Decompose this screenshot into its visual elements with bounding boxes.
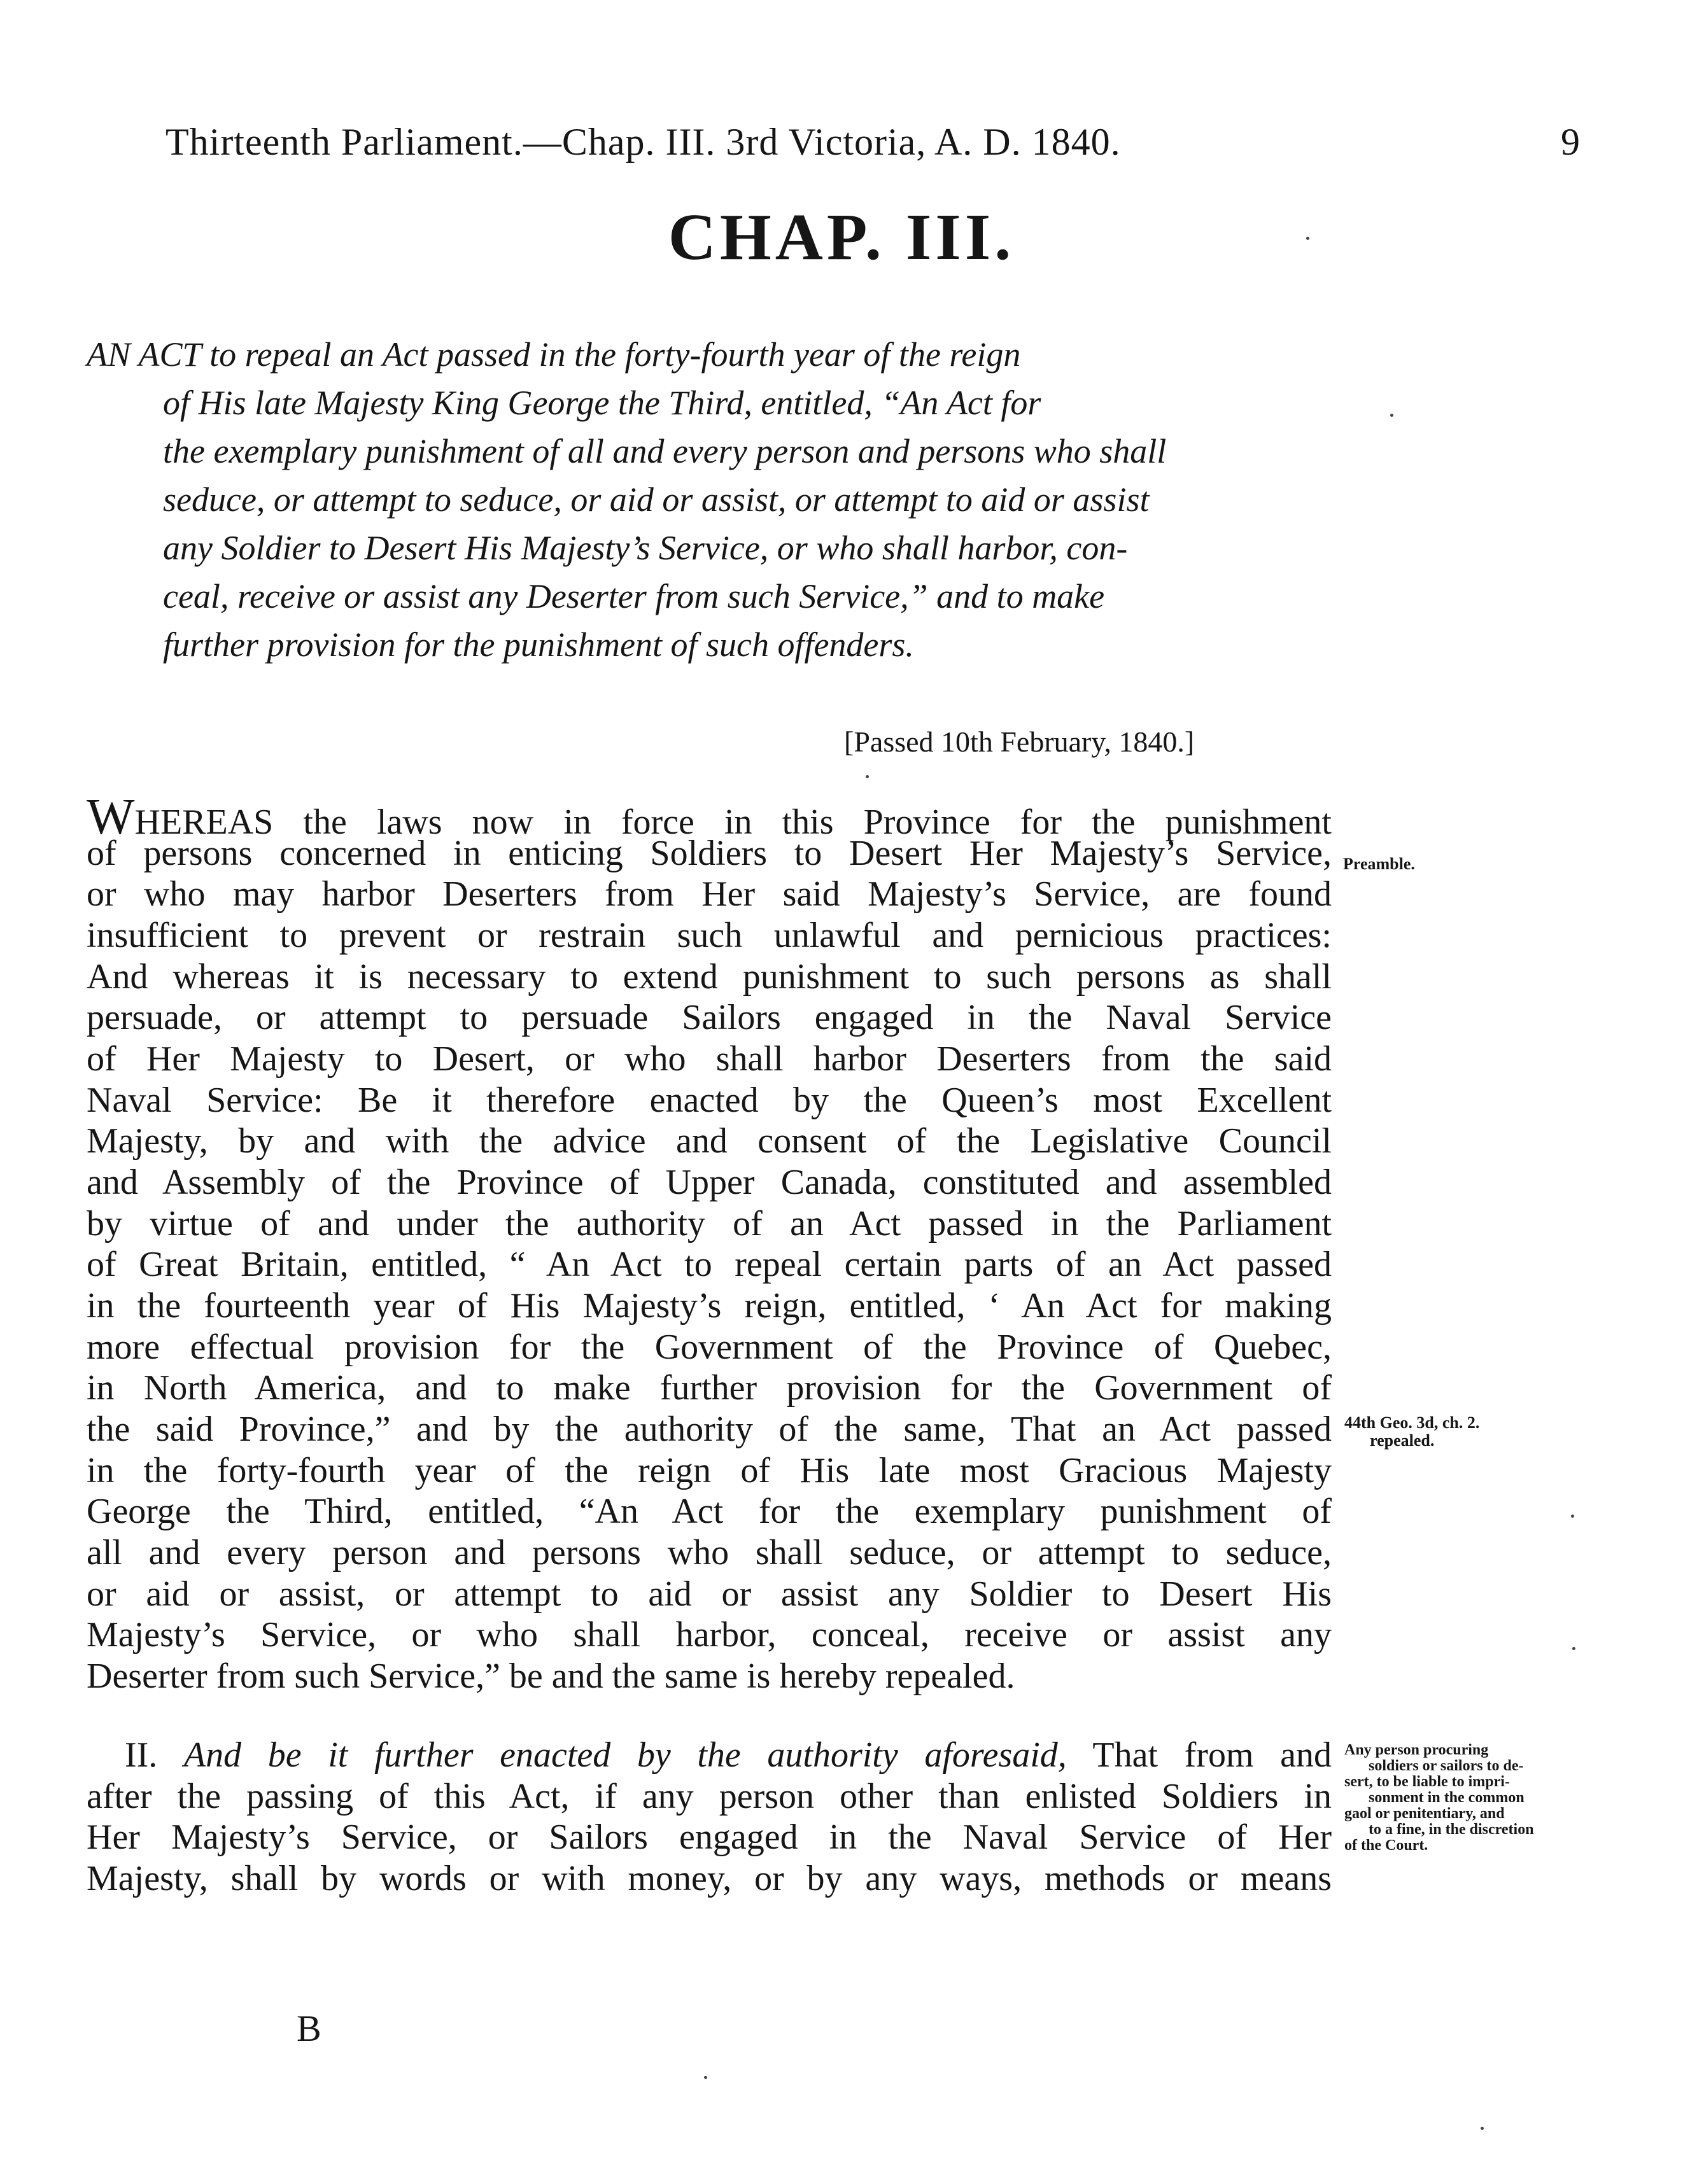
margin-note-penalty: gaol or penitentiary, and [1344, 1805, 1505, 1822]
section-1-line: in the forty-fourth year of the reign of His late most Gracious Majesty [87, 1451, 1332, 1490]
margin-note-penalty: sert, to be liable to impri- [1344, 1774, 1510, 1790]
section-1-line: in North America, and to make further provision for the Government of [87, 1368, 1332, 1408]
section-1-line: insufficient to prevent or restrain such unlawful and pernicious practices: [87, 916, 1332, 955]
section-1-line: And whereas it is necessary to extend punishment to such persons as shall [87, 957, 1332, 997]
section-2-line: II. And be it further enacted by the authority aforesaid, That from and [125, 1735, 1332, 1775]
section-1-line: of persons concerned in enticing Soldiers to Desert Her Majesty’s Service, [87, 834, 1332, 873]
section-1-line: of Great Britain, entitled, “ An Act to repeal certain parts of an Act passed [87, 1245, 1332, 1284]
section-number: II. [125, 1735, 158, 1775]
section-1-line: George the Third, entitled, “An Act for the exemplary punishment of [87, 1492, 1332, 1531]
section-1-line: by virtue of and under the authority of an Act passed in the Parliament [87, 1204, 1332, 1243]
margin-note-penalty: Any person procuring [1344, 1742, 1489, 1758]
section-2-line: after the passing of this Act, if any person other than enlisted Soldiers in [87, 1777, 1332, 1816]
section-1-line: all and every person and persons who shall seduce, or attempt to seduce, [87, 1533, 1332, 1572]
scan-speck [1571, 1515, 1574, 1518]
section-1-line: WHEREAS the laws now in force in this Province for the punishment [87, 789, 1332, 845]
section-1-line: Majesty, by and with the advice and consent of the Legislative Council [87, 1121, 1332, 1161]
section-2-line: Majesty, shall by words or with money, or by any ways, methods or means [87, 1859, 1332, 1898]
section-1-line: and Assembly of the Province of Upper Canada, constituted and assembled [87, 1163, 1332, 1202]
running-head: Thirteenth Parliament.—Chap. III. 3rd Victoria, A. D. 1840. [165, 121, 1121, 163]
scan-speck [1572, 1647, 1575, 1650]
long-title-line: AN ACT to repeal an Act passed in the forty-fourth year of the reign [87, 335, 1021, 374]
margin-note-penalty: soldiers or sailors to de- [1369, 1758, 1524, 1774]
long-title-line: seduce, or attempt to seduce, or aid or assist, or attempt to aid or assist [163, 480, 1150, 519]
section-1-line: or aid or assist, or attempt to aid or assist any Soldier to Desert His [87, 1574, 1332, 1614]
margin-note-preamble: Preamble. [1343, 855, 1415, 873]
scan-speck [704, 2076, 707, 2079]
section-1-line: Naval Service: Be it therefore enacted by the Queen’s most Excellent [87, 1081, 1332, 1120]
margin-note-repeal: 44th Geo. 3d, ch. 2. [1344, 1413, 1480, 1432]
scan-speck [1306, 237, 1309, 240]
long-title-line: the exemplary punishment of all and every person and persons who shall [163, 432, 1167, 470]
long-title-line: further provision for the punishment of such offenders. [163, 626, 914, 664]
passed-date: [Passed 10th February, 1840.] [844, 725, 1195, 758]
section-1-line: of Her Majesty to Desert, or who shall harbor Deserters from the said [87, 1039, 1332, 1079]
section-1-line: Deserter from such Service,” be and the same is hereby repealed. [87, 1656, 1015, 1696]
scan-speck [866, 775, 869, 778]
margin-note-penalty: to a fine, in the discretion [1369, 1821, 1534, 1838]
long-title-line: any Soldier to Desert His Majesty’s Service, or who shall harbor, con- [163, 529, 1128, 567]
drop-cap: W [87, 789, 135, 845]
long-title-line: of His late Majesty King George the Third, entitled, “An Act for [163, 384, 1041, 422]
section-1-line: Majesty’s Service, or who shall harbor, conceal, receive or assist any [87, 1615, 1332, 1655]
section-1-line: the said Province,” and by the authority of the same, That an Act passed [87, 1410, 1332, 1449]
section-2-line: Her Majesty’s Service, or Sailors engaged in the Naval Service of Her [87, 1817, 1332, 1857]
section-1-line: in the fourteenth year of His Majesty’s reign, entitled, ‘ An Act for making [87, 1286, 1332, 1326]
long-title-line: ceal, receive or assist any Deserter from such Service,” and to make [163, 577, 1105, 615]
enacting-clause: And be it further enacted by the authority aforesaid, [183, 1735, 1067, 1775]
section-1-line: more effectual provision for the Government of the Province of Quebec, [87, 1327, 1332, 1367]
page-number: 9 [1561, 121, 1580, 163]
signature-mark: B [297, 2008, 321, 2049]
section-1-line: persuade, or attempt to persuade Sailors engaged in the Naval Service [87, 998, 1332, 1037]
scan-speck [1390, 414, 1393, 417]
chapter-title: CHAP. III. [668, 200, 1015, 274]
margin-note-repeal: repealed. [1370, 1431, 1435, 1450]
scan-speck [1481, 2127, 1484, 2130]
section-1-line: or who may harbor Deserters from Her said Majesty’s Service, are found [87, 874, 1332, 914]
margin-note-penalty: sonment in the common [1369, 1789, 1525, 1806]
margin-note-penalty: of the Court. [1344, 1837, 1428, 1854]
